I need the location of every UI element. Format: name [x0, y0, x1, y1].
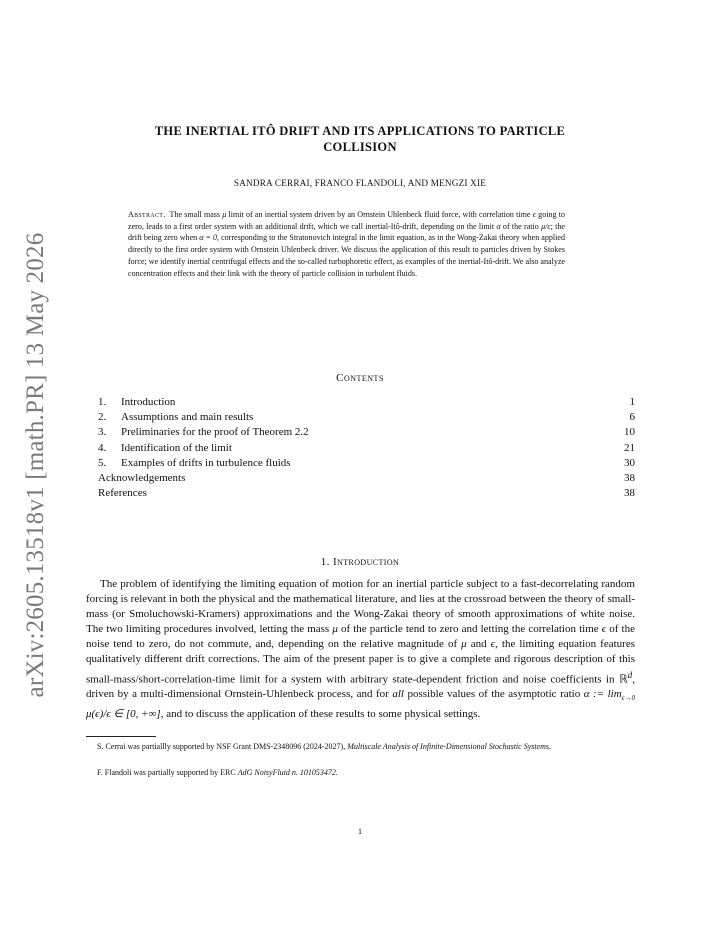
toc-entry-title	[98, 395, 175, 410]
toc-entry-number: 1.	[98, 396, 107, 408]
toc-entry-label: Introduction	[121, 396, 176, 408]
math-symbol: μ	[461, 638, 467, 651]
toc-entry[interactable]	[98, 471, 635, 486]
abstract-text: ; the drift being zero when	[128, 221, 566, 243]
abstract-label: Abstract.	[128, 210, 166, 219]
toc-entry[interactable]	[98, 486, 635, 501]
toc-entry-label: Examples of drifts in turbulence fluids	[121, 456, 291, 469]
toc-entry-title	[98, 441, 232, 456]
math-symbol: α	[496, 221, 501, 231]
section-heading	[96, 556, 624, 568]
footnote-funding-flandoli	[86, 767, 635, 778]
toc-entry-title	[98, 471, 185, 486]
emphasis-text: all	[392, 688, 404, 701]
introduction-paragraph	[86, 577, 635, 722]
toc-entry-page: 38	[624, 487, 635, 500]
abstract-text: , corresponding to the Stratonovich integral in the limit equation, as in the Wong-Zakai theory when applied directly to the first order system with Ornstein Uhlenbeck driver. We discuss the application of this result to particles driven by Stokes force; we identify inertial centrifugal effects and the so-called turbophoretic effect, as examples of the inertial-Itô-drift. We also analyze concentration effects and their link with the theory of particle collision in turbulent fluids.	[128, 233, 565, 278]
paragraph-text: possible values of the asymptotic ratio	[403, 688, 584, 701]
section-number: 1.	[320, 556, 330, 568]
title-line-1: THE INERTIAL ITÔ DRIFT AND ITS APPLICATIONS TO PARTICLE	[154, 124, 566, 138]
math-symbol: μ/ϵ	[541, 221, 551, 231]
page-number: 1	[357, 826, 363, 836]
footnote-text: S. Cerrai was partiallly supported by NSF Grant DMS-2348096 (2024-2027),	[97, 742, 348, 751]
arxiv-identifier-stamp: arXiv:2605.13518v1 [math.PR] 13 May 2026	[22, 232, 49, 698]
paper-title	[96, 123, 624, 155]
paragraph-text: , driven by a multi-dimensional Ornstein-Uhlenbeck process, and for	[86, 673, 635, 701]
toc-entry-label: Assumptions and main results	[121, 411, 254, 424]
footnote-text: F. Flandoli was partially supported by ERC	[97, 768, 238, 777]
toc-entry-title	[98, 456, 291, 471]
toc-entry[interactable]	[98, 395, 635, 410]
math-formula: α := lim	[583, 688, 622, 701]
abstract-text: limit of an inertial system driven by an Ornstein Uhlenbeck fluid force, with correlation time	[226, 210, 533, 219]
toc-entry-label: Identification of the limit	[121, 441, 232, 454]
toc-entry-page: 10	[624, 426, 635, 439]
section-title: Introduction	[332, 556, 400, 568]
footnote-italic: AdG NoisyFluid n. 101053472.	[237, 768, 338, 777]
toc-entry-number: 5.	[98, 456, 107, 469]
abstract-text: of the ratio	[500, 221, 542, 231]
math-symbol: ϵ	[490, 638, 496, 651]
table-of-contents	[98, 395, 635, 501]
toc-entry-page: 1	[629, 396, 635, 408]
abstract-block	[128, 209, 565, 279]
abstract-text: going to zero, leads to a first order system with an additional drift, which we call inertial-Itô-drift, depending on the limit	[128, 210, 565, 231]
math-symbol: ϵ	[532, 210, 536, 219]
math-symbol: α = 0	[199, 233, 217, 243]
math-symbol: d	[627, 669, 633, 680]
footnote-funding-cerrai	[86, 741, 635, 752]
footnote-rule	[86, 736, 156, 737]
paragraph-text: The problem of identifying the limiting equation of motion for an inertial particle subject to a fast-decorrelating random forcing is relevant in both the physical and the mathematical literature, and lies at the crossroad between the theory of small-mass (or Smoluchowski-Kramers) approximations and the Wong-Zakai theory of smooth approximations of white noise. The two limiting procedures involved, letting the mass	[86, 578, 635, 636]
toc-entry-title	[98, 425, 309, 440]
toc-entry-title	[98, 410, 253, 425]
toc-entry-label: Acknowledgements	[98, 472, 186, 485]
math-symbol: ℝ	[618, 673, 628, 686]
author-list: SANDRA CERRAI, FRANCO FLANDOLI, AND MENGZI XIE	[233, 178, 487, 188]
toc-entry-page: 38	[624, 472, 635, 485]
toc-entry-number: 4.	[98, 441, 107, 454]
contents-heading: Contents	[336, 372, 384, 384]
toc-entry-number: 3.	[98, 426, 107, 439]
paragraph-text: and	[466, 638, 491, 651]
footnote-italic: Multiscale Analysis of Infinite-Dimensional Stochastic Systems.	[347, 742, 552, 751]
toc-entry-number: 2.	[98, 411, 107, 424]
paragraph-text: , the limiting equation features qualitatively different drift corrections. The aim of the present paper is to give a complete and rigorous description of this small-mass/short-correlation-time limit for a system with arbitrary state-dependent friction and noise coefficients in	[86, 638, 635, 686]
toc-entry-page: 21	[624, 441, 635, 454]
toc-entry[interactable]	[98, 425, 635, 440]
paragraph-text: , and to discuss the application of these results to some physical settings.	[160, 707, 481, 720]
toc-entry[interactable]	[98, 456, 635, 471]
toc-entry-title	[98, 486, 147, 501]
math-symbol: μ	[332, 623, 338, 636]
abstract-text: The small mass	[169, 210, 223, 219]
title-line-2: COLLISION	[323, 140, 397, 154]
toc-entry-page: 6	[629, 411, 635, 424]
paragraph-text: of the particle tend to zero and letting the correlation time	[337, 623, 602, 636]
toc-entry[interactable]	[98, 441, 635, 456]
toc-entry-label: Preliminaries for the proof of Theorem 2.2	[121, 426, 309, 439]
toc-entry-label: References	[98, 487, 147, 500]
math-symbol: μ	[222, 210, 227, 219]
math-symbol: ϵ	[601, 623, 607, 636]
toc-entry[interactable]	[98, 410, 635, 425]
paragraph-text: of the noise tend to zero, do not commute, and, depending on the relative magnitude of	[86, 623, 635, 651]
toc-entry-page: 30	[624, 456, 635, 469]
math-subscript: ϵ→0	[621, 694, 635, 703]
math-formula: μ(ϵ)/ϵ ∈ [0, +∞]	[86, 707, 161, 720]
